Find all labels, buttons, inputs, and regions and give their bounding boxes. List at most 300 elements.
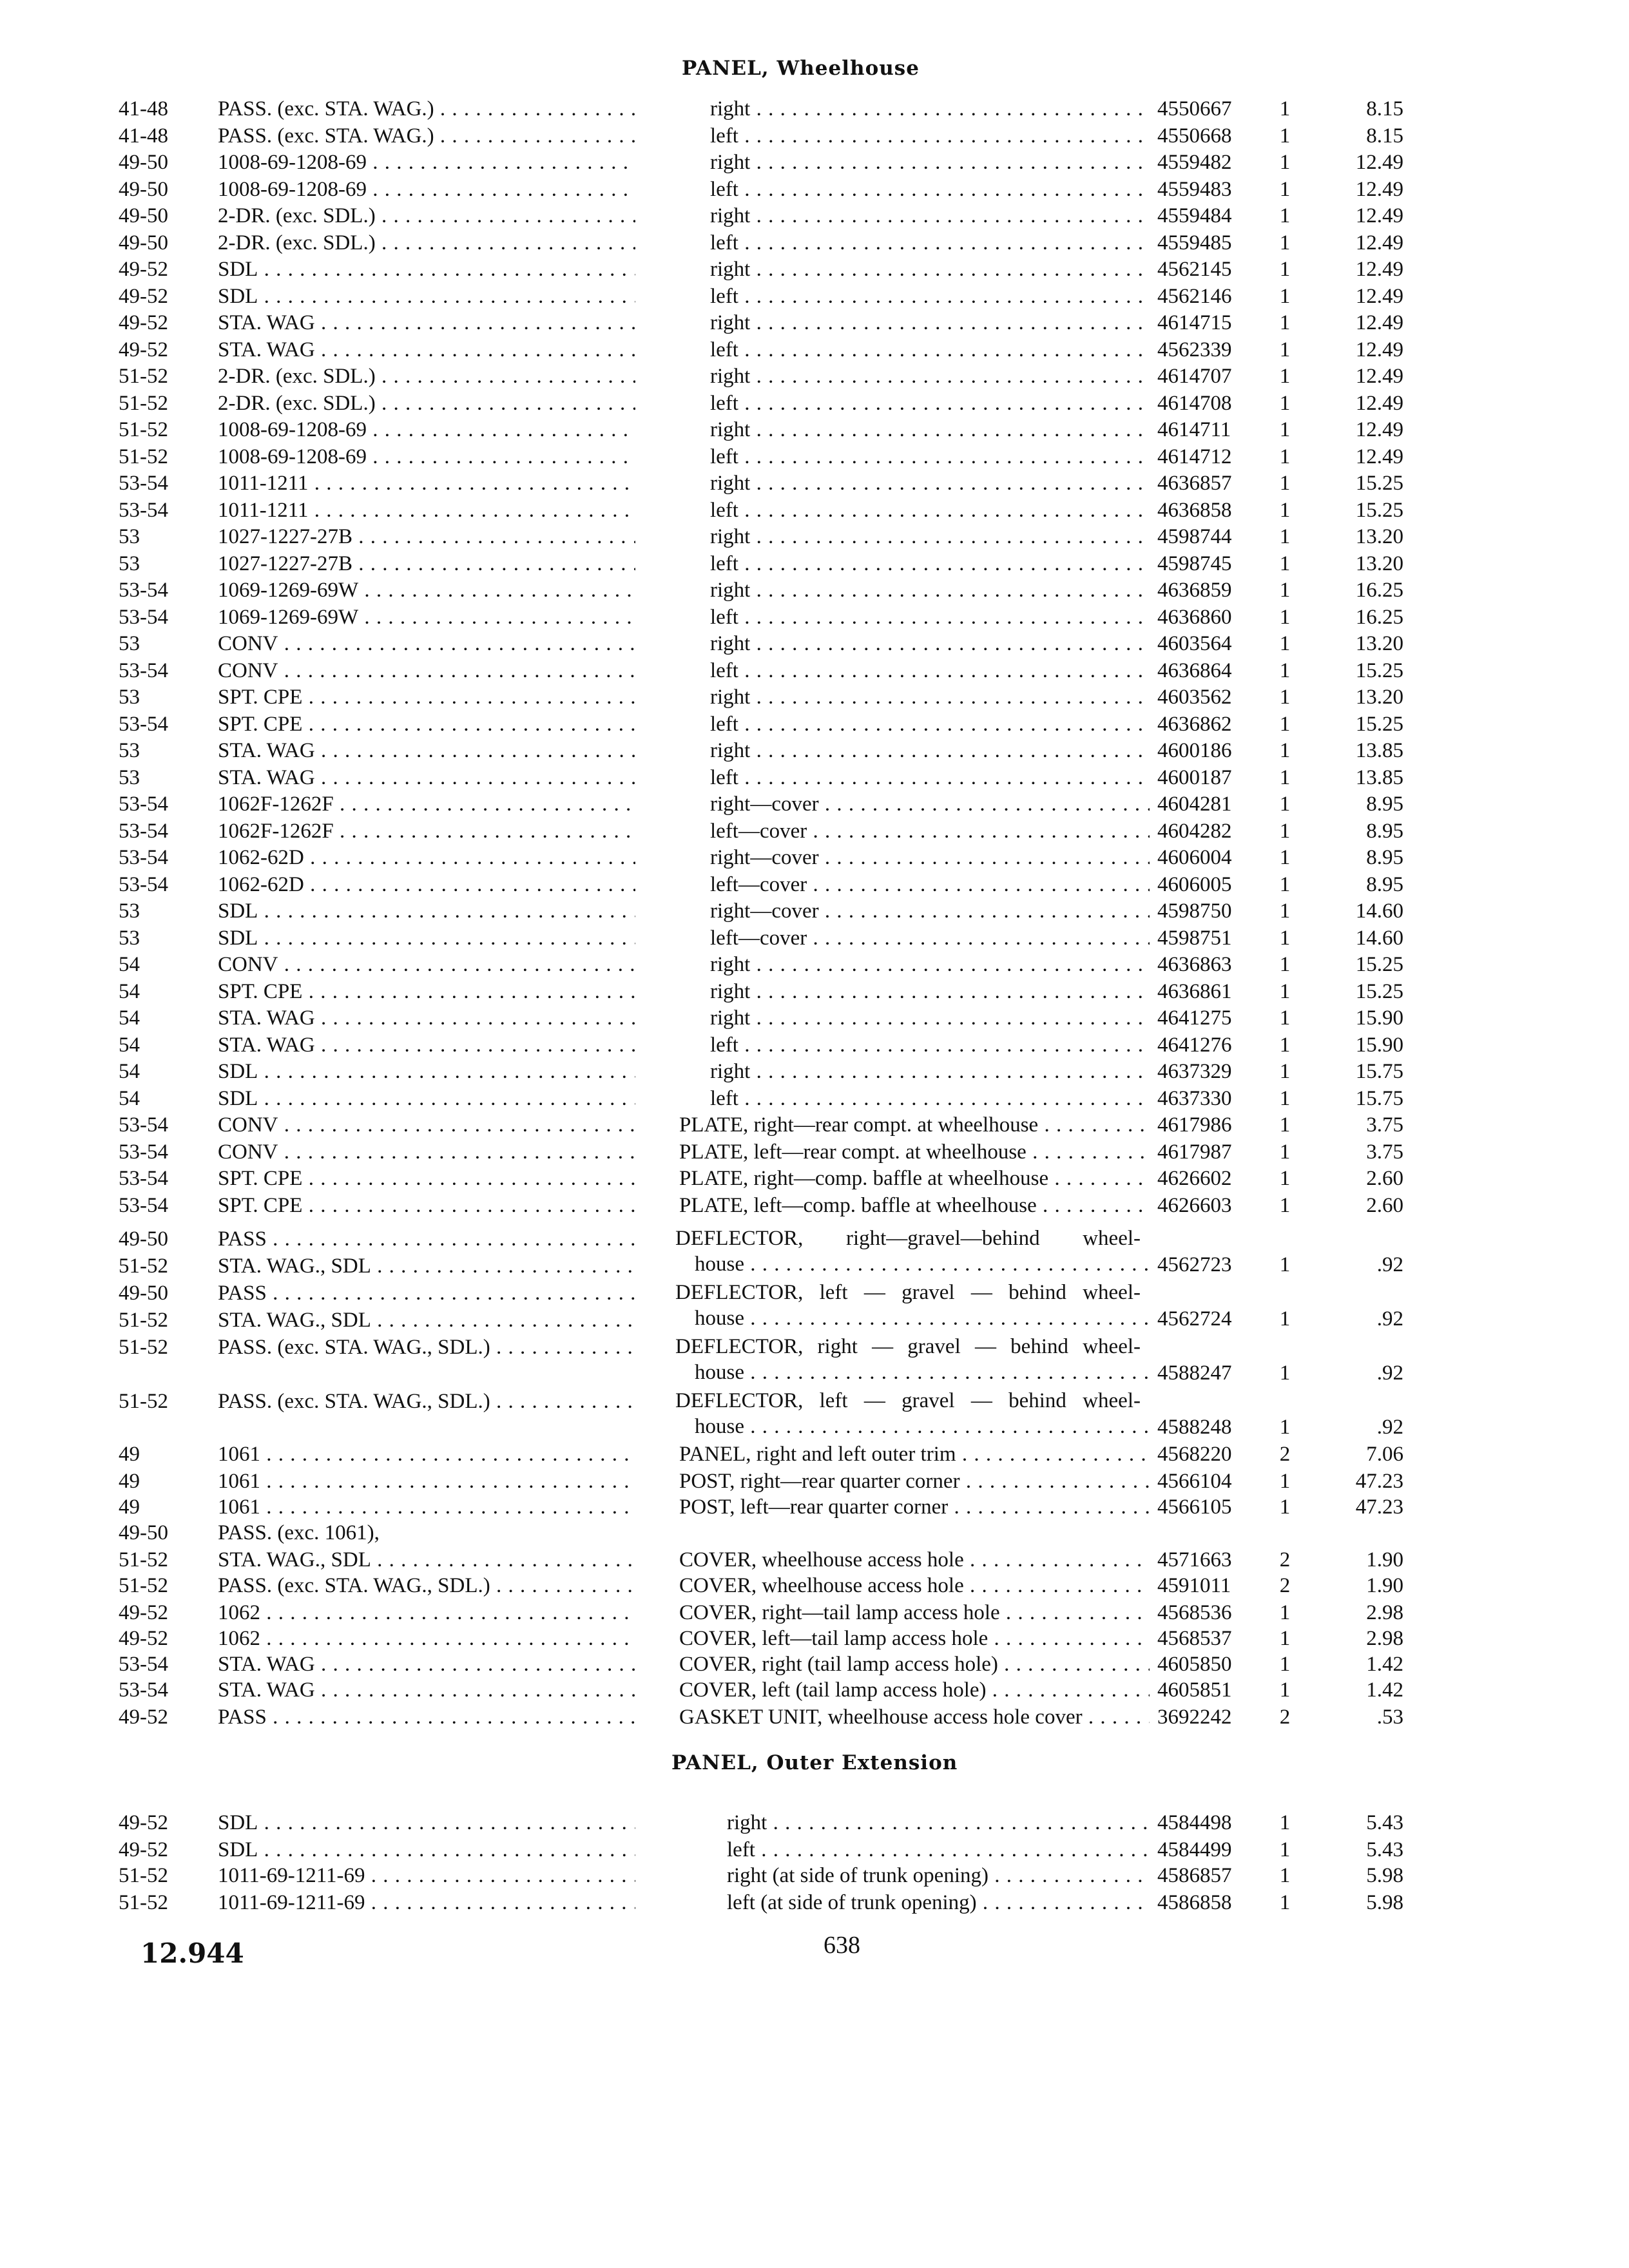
- table-row: [0, 1192, 1629, 1219]
- quantity-cell: 1: [1279, 766, 1291, 789]
- year-cell: 51-52: [119, 1864, 168, 1887]
- price-cell: 15.25: [1355, 713, 1403, 736]
- model-cell: [218, 1307, 635, 1334]
- description-cell-text: right: [710, 953, 751, 976]
- year-cell: 51-52: [119, 1309, 168, 1332]
- year-cell: 49-52: [119, 285, 168, 308]
- quantity-cell: 1: [1279, 1864, 1291, 1887]
- description-cell: [679, 1468, 1150, 1495]
- part-number-cell: 4568536: [1157, 1601, 1232, 1624]
- description-cell-text: right: [710, 579, 751, 602]
- description-cell: [710, 443, 1150, 470]
- table-row: [0, 1004, 1629, 1032]
- year-cell: 49-50: [119, 1227, 168, 1251]
- part-number-cell: 4591011: [1157, 1574, 1231, 1597]
- price-cell: 2.98: [1366, 1601, 1403, 1624]
- part-number-cell: 4614707: [1157, 365, 1232, 388]
- table-row: [0, 1468, 1629, 1495]
- year-cell: 53: [119, 739, 140, 762]
- year-cell: 53: [119, 686, 140, 709]
- part-number-cell: 4636859: [1157, 579, 1232, 602]
- description-cell: [679, 1677, 1150, 1704]
- part-number-cell: 4636857: [1157, 472, 1232, 495]
- model-cell: [218, 791, 635, 818]
- description-line-2-text: house: [695, 1361, 744, 1384]
- description-cell: [710, 657, 1150, 684]
- description-cell-text: right—cover: [710, 846, 819, 869]
- price-cell: 15.75: [1355, 1087, 1403, 1110]
- year-cell: 53-54: [119, 1678, 168, 1702]
- quantity-cell: 1: [1279, 552, 1291, 575]
- model-cell: [218, 1280, 635, 1307]
- description-cell-text: COVER, left (tail lamp access hole): [679, 1678, 987, 1702]
- quantity-cell: 1: [1279, 1653, 1291, 1676]
- part-number-cell: 4598751: [1157, 927, 1232, 950]
- year-cell: 53-54: [119, 873, 168, 896]
- model-cell: [218, 1809, 635, 1836]
- price-cell: 5.98: [1366, 1864, 1403, 1887]
- description-cell-text: left: [710, 1033, 738, 1057]
- model-cell: [218, 1225, 635, 1253]
- quantity-cell: 1: [1279, 231, 1291, 255]
- description-cell-text: left: [710, 231, 738, 255]
- description-cell-text: left: [710, 766, 738, 789]
- year-cell: 53-54: [119, 846, 168, 869]
- model-cell-text: 2-DR. (exc. SDL.): [218, 392, 376, 415]
- year-cell: 54: [119, 1006, 140, 1030]
- quantity-cell: 1: [1279, 1416, 1291, 1439]
- quantity-cell: 1: [1279, 151, 1291, 174]
- year-cell: 53-54: [119, 1194, 168, 1217]
- model-cell-text: CONV: [218, 659, 278, 682]
- price-cell: 47.23: [1355, 1495, 1403, 1519]
- model-cell: [218, 1253, 635, 1280]
- year-cell: 51-52: [119, 1390, 168, 1413]
- part-number-cell: 4586857: [1157, 1864, 1232, 1887]
- description-line-1: DEFLECTOR, right — gravel — behind wheel-: [675, 1335, 1141, 1358]
- model-cell-text: 1062F-1262F: [218, 820, 334, 843]
- part-number-cell: 4605850: [1157, 1653, 1232, 1676]
- year-cell: 53: [119, 766, 140, 789]
- year-cell: 53: [119, 632, 140, 655]
- part-number-cell: 4562339: [1157, 338, 1232, 361]
- model-cell-text: 1062: [218, 1601, 260, 1624]
- model-cell-text: SDL: [218, 258, 258, 281]
- model-cell: [218, 684, 635, 711]
- price-cell: 5.43: [1366, 1811, 1403, 1834]
- description-cell-text: left: [710, 713, 738, 736]
- price-cell: 8.95: [1366, 846, 1403, 869]
- part-number-cell: 4568537: [1157, 1627, 1232, 1650]
- quantity-cell: 1: [1279, 1838, 1291, 1861]
- table-row: [0, 523, 1629, 550]
- description-cell: [679, 1139, 1150, 1166]
- quantity-cell: 1: [1279, 1678, 1291, 1702]
- price-cell: 2.98: [1366, 1627, 1403, 1650]
- model-cell-text: PASS. (exc. STA. WAG., SDL.): [218, 1336, 490, 1359]
- part-number-cell: 4637329: [1157, 1060, 1232, 1083]
- model-cell-text: STA. WAG: [218, 1653, 315, 1676]
- model-cell: [218, 470, 635, 497]
- table-row: [0, 1546, 1629, 1573]
- model-cell-text: 1061: [218, 1470, 260, 1493]
- model-cell-text: STA. WAG: [218, 311, 315, 334]
- description-cell: [679, 1494, 1150, 1521]
- part-number-cell: 4606004: [1157, 846, 1232, 869]
- model-cell-text: 1062-62D: [218, 873, 304, 896]
- table-row: [0, 1032, 1629, 1059]
- price-cell: 12.49: [1355, 231, 1403, 255]
- year-cell: 49-50: [119, 1521, 168, 1544]
- quantity-cell: 1: [1279, 258, 1291, 281]
- quantity-cell: 1: [1279, 418, 1291, 441]
- part-number-cell: 4559482: [1157, 151, 1232, 174]
- description-cell: [710, 256, 1150, 283]
- quantity-cell: 1: [1279, 1060, 1291, 1083]
- quantity-cell: 1: [1279, 1167, 1291, 1190]
- price-cell: 13.20: [1355, 525, 1403, 548]
- part-number-cell: 4636863: [1157, 953, 1232, 976]
- year-cell: 51-52: [119, 418, 168, 441]
- model-cell-text: 1062F-1262F: [218, 793, 334, 816]
- model-cell-text: 2-DR. (exc. SDL.): [218, 365, 376, 388]
- model-cell: [218, 523, 635, 550]
- part-number-cell: 4614715: [1157, 311, 1232, 334]
- table-row: [0, 925, 1629, 952]
- description-cell: [710, 149, 1150, 176]
- description-cell-text: right: [710, 1006, 751, 1030]
- model-cell-text: SDL: [218, 927, 258, 950]
- part-number-cell: 4614708: [1157, 392, 1232, 415]
- description-cell: [679, 1441, 1150, 1468]
- price-cell: 8.95: [1366, 873, 1403, 896]
- quantity-cell: 1: [1279, 1811, 1291, 1834]
- table-row: [0, 256, 1629, 283]
- year-cell: 49-50: [119, 204, 168, 227]
- quantity-cell: 1: [1279, 927, 1291, 950]
- description-cell: [710, 630, 1150, 657]
- table-row: [0, 202, 1629, 229]
- year-cell: 41-48: [119, 97, 168, 120]
- model-cell-text: 1008-69-1208-69: [218, 418, 367, 441]
- part-number-cell: 4606005: [1157, 873, 1232, 896]
- price-cell: 14.60: [1355, 899, 1403, 923]
- price-cell: 1.90: [1366, 1574, 1403, 1597]
- price-cell: .92: [1376, 1361, 1403, 1385]
- quantity-cell: 1: [1279, 97, 1291, 120]
- description-cell-text: POST, right—rear quarter corner: [679, 1470, 960, 1493]
- model-cell-text: STA. WAG: [218, 739, 315, 762]
- description-cell: [675, 1280, 1150, 1331]
- price-cell: 12.49: [1355, 151, 1403, 174]
- description-cell: [675, 1334, 1150, 1385]
- table-row: [0, 416, 1629, 443]
- model-cell-text: 1062: [218, 1627, 260, 1650]
- price-cell: 3.75: [1366, 1113, 1403, 1137]
- model-cell: [218, 604, 635, 631]
- year-cell: 53-54: [119, 499, 168, 522]
- description-cell-text: right: [710, 258, 751, 281]
- price-cell: 12.49: [1355, 392, 1403, 415]
- model-cell-text: SDL: [218, 285, 258, 308]
- table-row: [0, 1139, 1629, 1166]
- table-row: [0, 1677, 1629, 1704]
- year-cell: 54: [119, 980, 140, 1003]
- model-cell: [218, 256, 635, 283]
- part-number-cell: 4636860: [1157, 606, 1232, 629]
- model-cell: [218, 1004, 635, 1032]
- model-cell-text: PASS: [218, 1227, 267, 1251]
- table-row: [0, 1058, 1629, 1085]
- model-cell: [218, 871, 635, 898]
- quantity-cell: 1: [1279, 1194, 1291, 1217]
- model-cell: [218, 1441, 635, 1468]
- model-cell: PASS. (exc. 1061),: [218, 1521, 380, 1544]
- model-cell-text: PASS. (exc. STA. WAG.): [218, 97, 434, 120]
- price-cell: 12.49: [1355, 338, 1403, 361]
- model-cell-text: 1008-69-1208-69: [218, 151, 367, 174]
- description-cell: [710, 711, 1150, 738]
- table-row: [0, 443, 1629, 470]
- table-row: [0, 791, 1629, 818]
- model-cell-text: STA. WAG., SDL: [218, 1254, 371, 1278]
- table-row: [0, 336, 1629, 363]
- year-cell: 49-50: [119, 178, 168, 201]
- description-cell: [679, 1651, 1150, 1678]
- model-cell: [218, 818, 635, 845]
- price-cell: 2.60: [1366, 1167, 1403, 1190]
- year-cell: 49-52: [119, 1706, 168, 1729]
- model-cell: [218, 229, 635, 256]
- model-cell-text: SPT. CPE: [218, 980, 303, 1003]
- description-cell: [710, 737, 1150, 764]
- table-row: [0, 764, 1629, 791]
- description-cell: [710, 1004, 1150, 1032]
- model-cell-text: 1061: [218, 1443, 260, 1466]
- table-row: [0, 1225, 1629, 1280]
- model-cell: [218, 764, 635, 791]
- description-line-2-text: house: [695, 1307, 744, 1330]
- price-cell: 5.98: [1366, 1891, 1403, 1914]
- description-cell: [710, 951, 1150, 978]
- model-cell-text: CONV: [218, 1140, 278, 1164]
- description-cell-text: left (at side of trunk opening): [727, 1891, 977, 1914]
- quantity-cell: 1: [1279, 1627, 1291, 1650]
- price-cell: 1.42: [1366, 1678, 1403, 1702]
- model-cell-text: PASS. (exc. STA. WAG., SDL.): [218, 1574, 490, 1597]
- table-row: [0, 1862, 1629, 1889]
- quantity-cell: 1: [1279, 1495, 1291, 1519]
- model-cell: [218, 283, 635, 310]
- year-cell: 53-54: [119, 472, 168, 495]
- model-cell-text: CONV: [218, 632, 278, 655]
- model-cell: [218, 1111, 635, 1139]
- description-cell: [710, 497, 1150, 524]
- price-cell: 1.90: [1366, 1548, 1403, 1571]
- price-cell: 12.49: [1355, 365, 1403, 388]
- part-number-cell: 4562146: [1157, 285, 1232, 308]
- model-cell: [218, 1599, 635, 1626]
- quantity-cell: 1: [1279, 1307, 1291, 1331]
- description-cell-text: left—cover: [710, 927, 807, 950]
- year-cell: 53-54: [119, 820, 168, 843]
- description-cell: [710, 925, 1150, 952]
- description-cell-text: left: [710, 285, 738, 308]
- description-cell-text: right: [710, 418, 751, 441]
- table-row: [0, 1625, 1629, 1652]
- quantity-cell: 2: [1279, 1706, 1291, 1729]
- quantity-cell: 1: [1279, 311, 1291, 334]
- year-cell: 49-52: [119, 311, 168, 334]
- description-cell: [710, 390, 1150, 417]
- table-row: [0, 1809, 1629, 1836]
- year-cell: 51-52: [119, 1574, 168, 1597]
- description-line-1: DEFLECTOR, left — gravel — behind wheel-: [675, 1281, 1141, 1304]
- table-row: [0, 711, 1629, 738]
- model-cell-text: STA. WAG: [218, 766, 315, 789]
- quantity-cell: 1: [1279, 739, 1291, 762]
- model-cell: [218, 416, 635, 443]
- quantity-cell: 1: [1279, 445, 1291, 468]
- description-line-2: [675, 1360, 1150, 1385]
- year-cell: 49-50: [119, 231, 168, 255]
- quantity-cell: 1: [1279, 1006, 1291, 1030]
- price-cell: 12.49: [1355, 285, 1403, 308]
- part-number-cell: 4562723: [1157, 1253, 1232, 1276]
- table-row: [0, 737, 1629, 764]
- part-number-cell: 4636861: [1157, 980, 1232, 1003]
- description-cell-text: COVER, right—tail lamp access hole: [679, 1601, 1000, 1624]
- table-row: [0, 630, 1629, 657]
- price-cell: 8.15: [1366, 97, 1403, 120]
- model-cell: [218, 1546, 635, 1573]
- description-cell: [710, 898, 1150, 925]
- year-cell: 49-50: [119, 151, 168, 174]
- model-cell-text: PASS: [218, 1282, 267, 1305]
- description-cell-text: PANEL, right and left outer trim: [679, 1443, 956, 1466]
- description-cell: [727, 1809, 1150, 1836]
- year-cell: 41-48: [119, 124, 168, 148]
- model-cell: [218, 1836, 635, 1863]
- description-line-1: DEFLECTOR, right—gravel—behind wheel-: [675, 1227, 1141, 1250]
- quantity-cell: 1: [1279, 1033, 1291, 1057]
- model-cell: [218, 336, 635, 363]
- description-cell-text: right—cover: [710, 899, 819, 923]
- model-cell: [218, 122, 635, 149]
- table-row: [0, 1704, 1629, 1731]
- price-cell: 16.25: [1355, 579, 1403, 602]
- table-row: [0, 684, 1629, 711]
- part-number-cell: 4584498: [1157, 1811, 1232, 1834]
- description-cell: [710, 764, 1150, 791]
- table-row: [0, 1165, 1629, 1192]
- table-row: [0, 844, 1629, 871]
- quantity-cell: 2: [1279, 1574, 1291, 1597]
- description-cell-text: GASKET UNIT, wheelhouse access hole cover: [679, 1706, 1083, 1729]
- table-row: [0, 1836, 1629, 1863]
- price-cell: 15.90: [1355, 1006, 1403, 1030]
- quantity-cell: 1: [1279, 1361, 1291, 1385]
- table-row: [0, 1388, 1629, 1442]
- price-cell: 15.25: [1355, 472, 1403, 495]
- model-cell-text: 1027-1227-27B: [218, 525, 352, 548]
- model-cell: [218, 176, 635, 203]
- description-line-2-text: house: [695, 1415, 744, 1438]
- description-cell: [710, 1058, 1150, 1085]
- part-number-cell: 4584499: [1157, 1838, 1232, 1861]
- model-cell: [218, 1862, 635, 1889]
- price-cell: 13.85: [1355, 739, 1403, 762]
- part-number-cell: 4636862: [1157, 713, 1232, 736]
- price-cell: 13.85: [1355, 766, 1403, 789]
- model-cell-text: STA. WAG: [218, 1006, 315, 1030]
- description-cell: [710, 416, 1150, 443]
- section-heading-wheelhouse: PANEL, Wheelhouse: [682, 57, 920, 80]
- description-cell: [710, 818, 1150, 845]
- part-number-cell: 4559485: [1157, 231, 1232, 255]
- model-cell: [218, 363, 635, 390]
- part-number-cell: 4588247: [1157, 1361, 1232, 1385]
- description-cell-text: COVER, wheelhouse access hole: [679, 1574, 964, 1597]
- price-cell: 15.75: [1355, 1060, 1403, 1083]
- description-cell: [710, 363, 1150, 390]
- description-cell: [710, 1032, 1150, 1059]
- model-cell: [218, 630, 635, 657]
- model-cell: [218, 657, 635, 684]
- model-cell: [218, 1889, 635, 1916]
- price-cell: 47.23: [1355, 1470, 1403, 1493]
- model-cell-text: 1008-69-1208-69: [218, 178, 367, 201]
- price-cell: 12.49: [1355, 178, 1403, 201]
- model-cell: [218, 1139, 635, 1166]
- description-cell-text: COVER, left—tail lamp access hole: [679, 1627, 988, 1650]
- model-cell: [218, 1334, 635, 1361]
- year-cell: 49-52: [119, 1627, 168, 1650]
- description-cell-text: POST, left—rear quarter corner: [679, 1495, 949, 1519]
- description-cell-text: left: [710, 178, 738, 201]
- part-number-cell: 4617987: [1157, 1140, 1232, 1164]
- quantity-cell: 1: [1279, 899, 1291, 923]
- table-row: [0, 1599, 1629, 1626]
- year-cell: 53-54: [119, 1653, 168, 1676]
- price-cell: 5.43: [1366, 1838, 1403, 1861]
- description-cell-text: left: [710, 659, 738, 682]
- description-cell-text: right: [727, 1811, 767, 1834]
- model-cell-text: 1008-69-1208-69: [218, 445, 367, 468]
- description-cell-text: left: [710, 124, 738, 148]
- description-cell-text: PLATE, left—rear compt. at wheelhouse: [679, 1140, 1027, 1164]
- model-cell: [218, 443, 635, 470]
- table-row: [0, 951, 1629, 978]
- description-cell-text: COVER, right (tail lamp access hole): [679, 1653, 998, 1676]
- part-number-cell: 4637330: [1157, 1087, 1232, 1110]
- year-cell: 54: [119, 953, 140, 976]
- page-number: 638: [824, 1932, 860, 1959]
- quantity-cell: 1: [1279, 204, 1291, 227]
- table-row: [0, 604, 1629, 631]
- year-cell: 53: [119, 525, 140, 548]
- price-cell: 13.20: [1355, 632, 1403, 655]
- model-cell-text: 2-DR. (exc. SDL.): [218, 231, 376, 255]
- table-row: [0, 1889, 1629, 1916]
- description-cell: [710, 470, 1150, 497]
- description-cell: [679, 1111, 1150, 1139]
- price-cell: 15.25: [1355, 980, 1403, 1003]
- year-cell: 53: [119, 927, 140, 950]
- year-cell: 53-54: [119, 579, 168, 602]
- price-cell: 12.49: [1355, 418, 1403, 441]
- year-cell: 49-50: [119, 1282, 168, 1305]
